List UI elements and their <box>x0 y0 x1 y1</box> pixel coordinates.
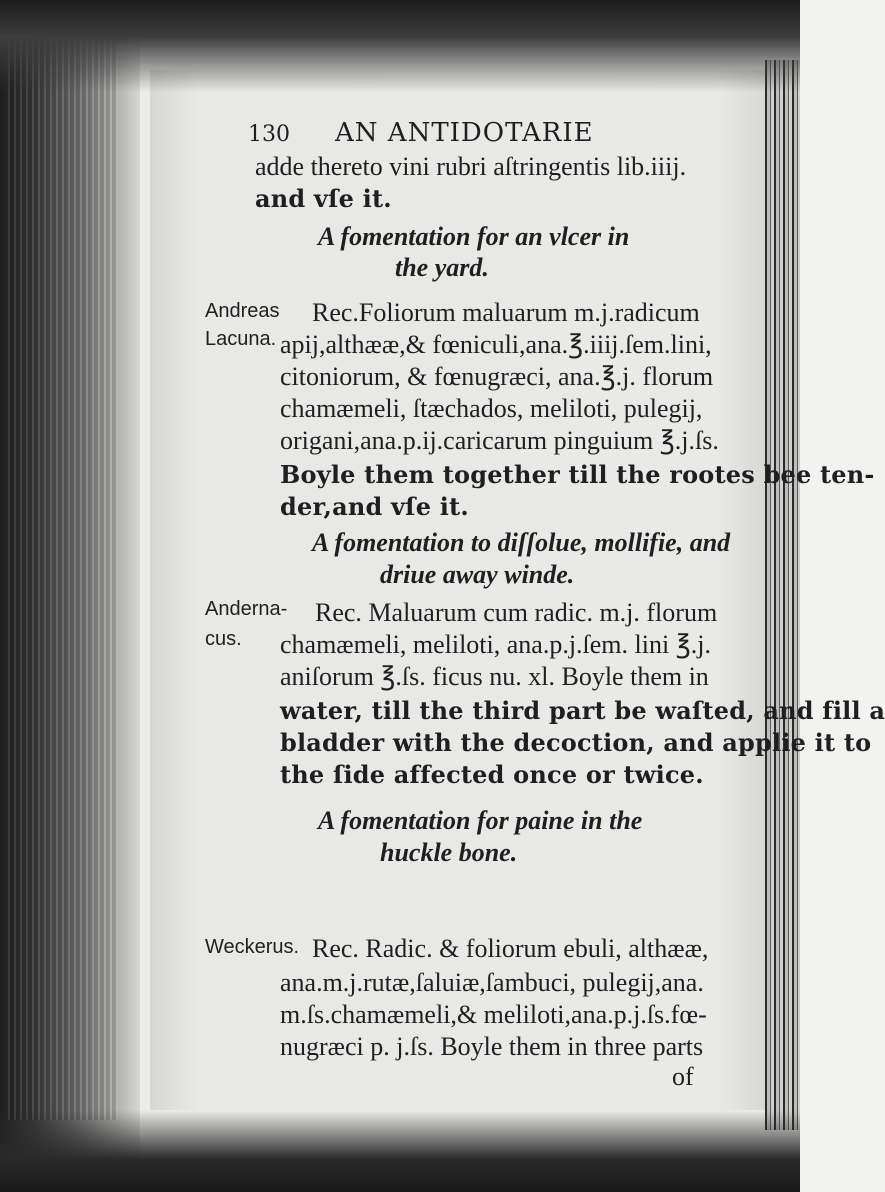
page-edges <box>765 60 800 1130</box>
section-heading: A fomentation for paine in the <box>318 806 643 835</box>
text-line: Rec. Radic. & foliorum ebuli, althææ, <box>312 934 709 963</box>
catchword: of <box>672 1062 694 1091</box>
text-line: aniſorum ℥.ſs. ficus nu. xl. Boyle them in <box>280 662 709 691</box>
text-line: the ſide affected once or twice. <box>280 760 704 789</box>
text-line: nugræci p. j.ſs. Boyle them in three parts <box>280 1032 704 1061</box>
text-line: origani,ana.p.ij.caricarum pinguium ℥.j.ſs. <box>280 426 719 455</box>
running-title: AN ANTIDOTARIE <box>335 118 594 148</box>
binding-texture <box>8 40 118 1120</box>
text-line: bladder with the decoction, and applie it to <box>280 728 872 757</box>
margin-note-anderna: Anderna- <box>205 598 288 620</box>
book-binding <box>0 0 140 1192</box>
margin-note-cus: cus. <box>205 628 242 650</box>
text-line: m.ſs.chamæmeli,& meliloti,ana.p.j.ſs.fœ- <box>280 1000 707 1029</box>
text-line: and vſe it. <box>255 184 392 213</box>
text-line: adde thereto vini rubri aſtringentis lib.iiij. <box>255 152 687 181</box>
top-shadow <box>0 0 800 92</box>
text-line: Rec.Foliorum maluarum m.j.radicum <box>312 298 700 327</box>
margin-note-weckerus: Weckerus. <box>205 936 300 958</box>
section-heading: A fomentation for an vlcer in <box>318 222 630 251</box>
section-heading: huckle bone. <box>380 838 518 867</box>
bottom-shadow <box>0 1110 800 1192</box>
text-line: ana.m.j.rutæ,ſaluiæ,ſambuci, pulegij,ana. <box>280 968 704 997</box>
text-line: water, till the third part be waſted, and fill a <box>280 696 885 725</box>
page-number: 130 <box>248 122 290 147</box>
text-line: Boyle them together till the rootes bee ten- <box>280 460 875 489</box>
section-heading: driue away winde. <box>380 560 575 589</box>
text-line: apij,althææ,& fœniculi,ana.℥.iiij.ſem.lini, <box>280 330 712 359</box>
text-line: chamæmeli, ſtæchados, meliloti, pulegij, <box>280 394 703 423</box>
text-line: Rec. Maluarum cum radic. m.j. florum <box>315 598 718 627</box>
text-line: citoniorum, & fœnugræci, ana.℥.j. florum <box>280 362 714 391</box>
section-heading: A fomentation to diſſolue, mollifie, and <box>312 528 731 557</box>
text-line: der,and vſe it. <box>280 492 469 521</box>
text-line: chamæmeli, meliloti, ana.p.j.ſem. lini ℥.j. <box>280 630 711 659</box>
margin-note-andreas: Andreas <box>205 300 280 322</box>
section-heading: the yard. <box>395 253 489 282</box>
margin-note-lacuna: Lacuna. <box>205 328 277 350</box>
